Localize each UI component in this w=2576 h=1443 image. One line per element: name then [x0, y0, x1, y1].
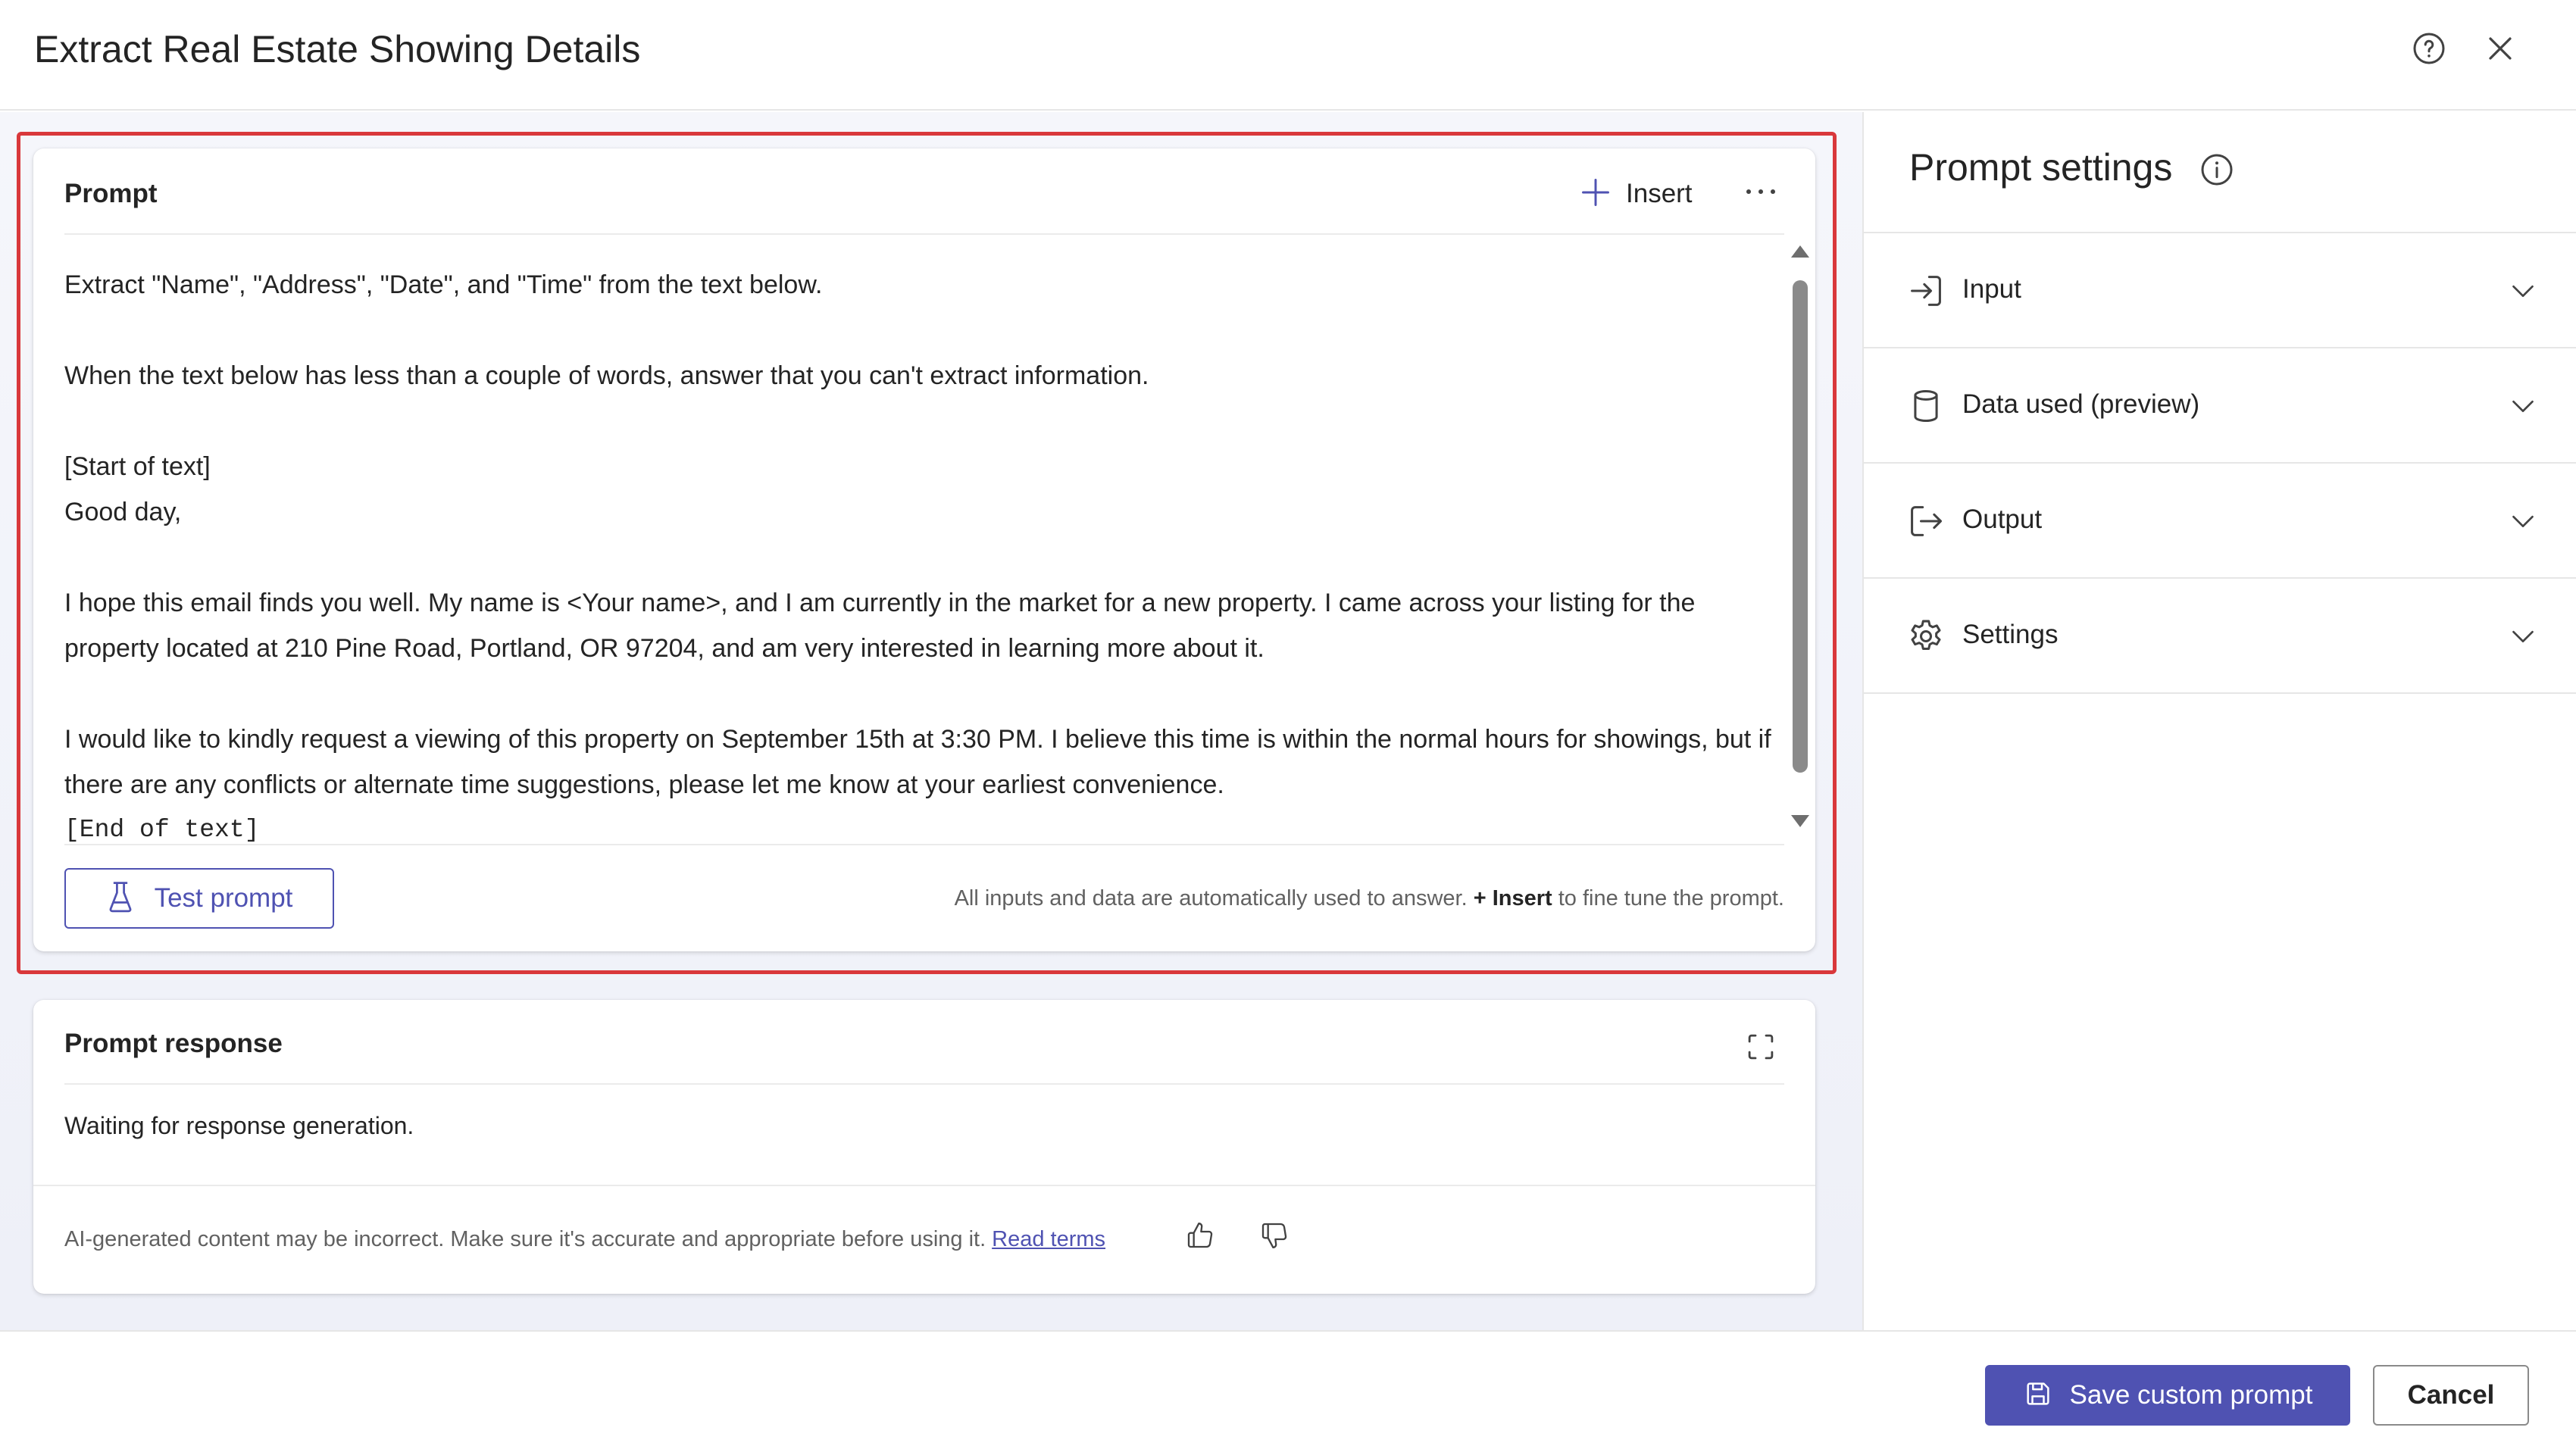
- chevron-down-icon: [2508, 391, 2538, 421]
- scrollbar-thumb[interactable]: [1793, 280, 1808, 773]
- prompt-card: [33, 148, 1815, 951]
- save-label: Save custom prompt: [2069, 1380, 2313, 1410]
- more-options-button[interactable]: [1738, 174, 1784, 212]
- prompt-hint: [955, 886, 1784, 911]
- prompt-line: [64, 308, 1784, 353]
- help-button[interactable]: [2406, 27, 2452, 73]
- hint-text-end: to fine tune the prompt.: [1558, 886, 1784, 910]
- test-prompt-label: Test prompt: [154, 883, 293, 913]
- settings-title: Prompt settings: [1909, 146, 2173, 189]
- prompt-line: [Start of text]: [64, 452, 211, 481]
- settings-item-input[interactable]: [1864, 233, 2576, 348]
- response-status: Waiting for response generation.: [64, 1112, 414, 1139]
- like-button[interactable]: [1177, 1214, 1223, 1260]
- prompt-line: [64, 535, 1784, 580]
- prompt-line: When the text below has less than a couple of words, answer that you can't extract information.: [64, 361, 1149, 390]
- scroll-up-arrow[interactable]: [1791, 245, 1809, 258]
- flask-icon: [106, 880, 135, 917]
- settings-item-label: Data used (preview): [1962, 389, 2200, 419]
- response-title: Prompt response: [64, 1029, 283, 1058]
- hint-text: All inputs and data are automatically used to answer.: [954, 886, 1468, 910]
- settings-item-label: Output: [1962, 504, 2043, 534]
- chevron-down-icon: [2508, 621, 2538, 651]
- gear-icon: [1906, 617, 1946, 656]
- cancel-label: Cancel: [2407, 1380, 2495, 1410]
- test-prompt-button[interactable]: [64, 868, 334, 929]
- prompt-editor[interactable]: [64, 262, 1784, 853]
- expand-button[interactable]: [1738, 1026, 1784, 1071]
- save-custom-prompt-button[interactable]: [1985, 1365, 2350, 1426]
- prompt-line: [64, 398, 1784, 444]
- close-icon: [2482, 30, 2518, 70]
- chevron-down-icon: [2508, 276, 2538, 306]
- info-icon: [2199, 178, 2235, 191]
- insert-button[interactable]: [1579, 171, 1693, 217]
- thumbs-down-icon: [1259, 1220, 1290, 1254]
- expand-icon: [1745, 1031, 1777, 1067]
- prompt-header-divider: [64, 233, 1784, 235]
- settings-item-output[interactable]: [1864, 464, 2576, 579]
- prompt-line: [End of text]: [64, 816, 260, 844]
- settings-item-data-used[interactable]: [1864, 348, 2576, 464]
- cancel-button[interactable]: [2373, 1365, 2529, 1426]
- response-footer-divider: [33, 1185, 1815, 1186]
- ai-disclaimer: [64, 1227, 1105, 1252]
- prompt-line: Extract "Name", "Address", "Date", and "Time" from the text below.: [64, 270, 823, 299]
- ellipsis-icon: [1744, 186, 1777, 201]
- footer-divider: [0, 1330, 2576, 1332]
- database-icon: [1906, 386, 1946, 426]
- sign-out-icon: [1906, 501, 1946, 541]
- prompt-line: [64, 671, 1784, 717]
- thumbs-up-icon: [1185, 1220, 1215, 1254]
- sign-in-icon: [1906, 271, 1946, 311]
- dialog-header: [0, 0, 2576, 111]
- insert-label: Insert: [1626, 179, 1693, 208]
- response-card: [33, 1000, 1815, 1294]
- help-circle-icon: [2411, 30, 2447, 70]
- prompt-line: I hope this email finds you well. My name is <Your name>, and I am currently in the market for a new property. I came across your listing for the property located at 210 Pine Road, Portland, OR 97204, and am very interested in learning more about it.: [64, 589, 1702, 663]
- prompt-line: Good day,: [64, 498, 182, 526]
- read-terms-link[interactable]: Read terms: [992, 1227, 1106, 1251]
- hint-insert: + Insert: [1473, 886, 1552, 910]
- plus-icon: [1579, 176, 1612, 213]
- disclaimer-text: AI-generated content may be incorrect. Make sure it's accurate and appropriate before using it.: [64, 1227, 986, 1251]
- save-icon: [2023, 1379, 2053, 1413]
- dialog-title: Extract Real Estate Showing Details: [34, 28, 641, 70]
- response-header-divider: [64, 1083, 1784, 1085]
- prompt-title: Prompt: [64, 179, 158, 208]
- chevron-down-icon: [2508, 506, 2538, 536]
- close-button[interactable]: [2478, 27, 2523, 73]
- prompt-line: I would like to kindly request a viewing of this property on September 15th at 3:30 PM. I believe this time is within the normal hours for showings, but if there are any conflicts or alternate time suggestions, please let me know at your earliest convenience.: [64, 725, 1779, 799]
- dislike-button[interactable]: [1252, 1214, 1297, 1260]
- settings-item-settings[interactable]: [1864, 579, 2576, 694]
- settings-item-label: Settings: [1962, 620, 2059, 649]
- settings-info-button[interactable]: [2199, 151, 2237, 189]
- prompt-footer-divider: [64, 844, 1784, 845]
- settings-item-label: Input: [1962, 274, 2021, 304]
- scroll-down-arrow[interactable]: [1791, 815, 1809, 827]
